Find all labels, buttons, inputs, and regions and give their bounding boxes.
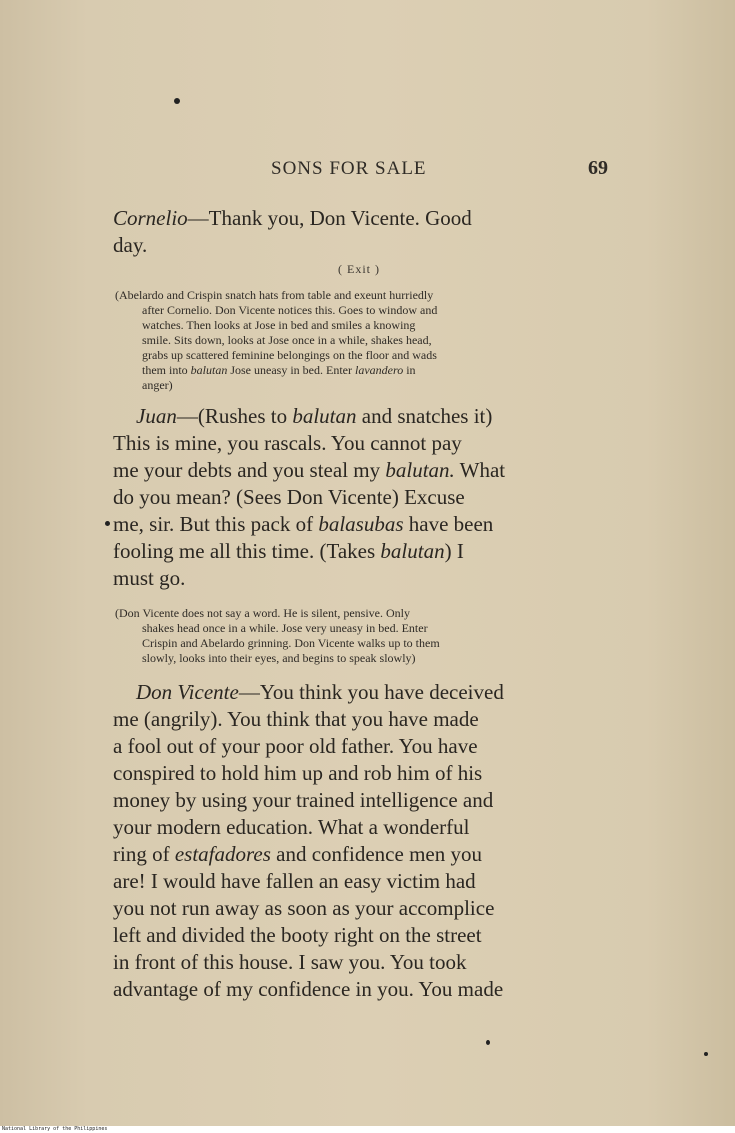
ink-speck xyxy=(486,1040,490,1045)
page-number: 69 xyxy=(588,157,608,179)
speaker-name: Cornelio xyxy=(113,206,188,230)
stage-direction: (Abelardo and Crispin snatch hats from table and exeunt hurriedly after Cornelio. Don Vicente notices this. Goes to window and watches. Then looks at Jose in bed and smiles a knowing smile. Sits down, looks at Jose once in a while, shakes head, grabs up scattered feminine belongings on the floor and wads them into balutan Jose uneasy in bed. Enter lavandero in anger) xyxy=(115,288,438,392)
running-head: SONS FOR SALE xyxy=(271,158,427,179)
exit-direction: ( Exit ) xyxy=(338,262,380,276)
ink-speck xyxy=(105,521,110,526)
ink-speck xyxy=(704,1052,708,1056)
ink-speck xyxy=(174,98,180,104)
footer-strip xyxy=(0,1126,735,1133)
speaker-name: Don Vicente xyxy=(136,680,239,704)
don-vicente-speech: Don Vicente—You think you have deceived me (angrily). You think that you have made a fool out of your poor old father. You have conspired to hold him up and rob him of his money by using your trained intelligence and your modern education. What a wonderful ring of estafadores and confidence men you are! I would have fallen an easy victim had you not run away as soon as your accomplice left and divided the booty right on the street in front of this house. I saw you. You took advantage of my confidence in you. You made xyxy=(113,680,504,1001)
juan-speech: Juan—(Rushes to balutan and snatches it) This is mine, you rascals. You cannot pay me your debts and you steal my balutan. What do you mean? (Sees Don Vicente) Excuse me, sir. But this pack of balasubas have been fooling me all this time. (Takes balutan) I must go. xyxy=(113,404,506,590)
speaker-name: Juan xyxy=(136,404,177,428)
library-footer: National Library of the Philippines xyxy=(2,1126,108,1132)
stage-direction: (Don Vicente does not say a word. He is silent, pensive. Only shakes head once in a while. Jose very uneasy in bed. Enter Crispin and Abelardo grinning. Don Vicente walks up to them slowly, looks into their eyes, and begins to speak slowly) xyxy=(115,606,440,665)
cornelio-speech: Cornelio—Thank you, Don Vicente. Good day. xyxy=(113,206,472,257)
